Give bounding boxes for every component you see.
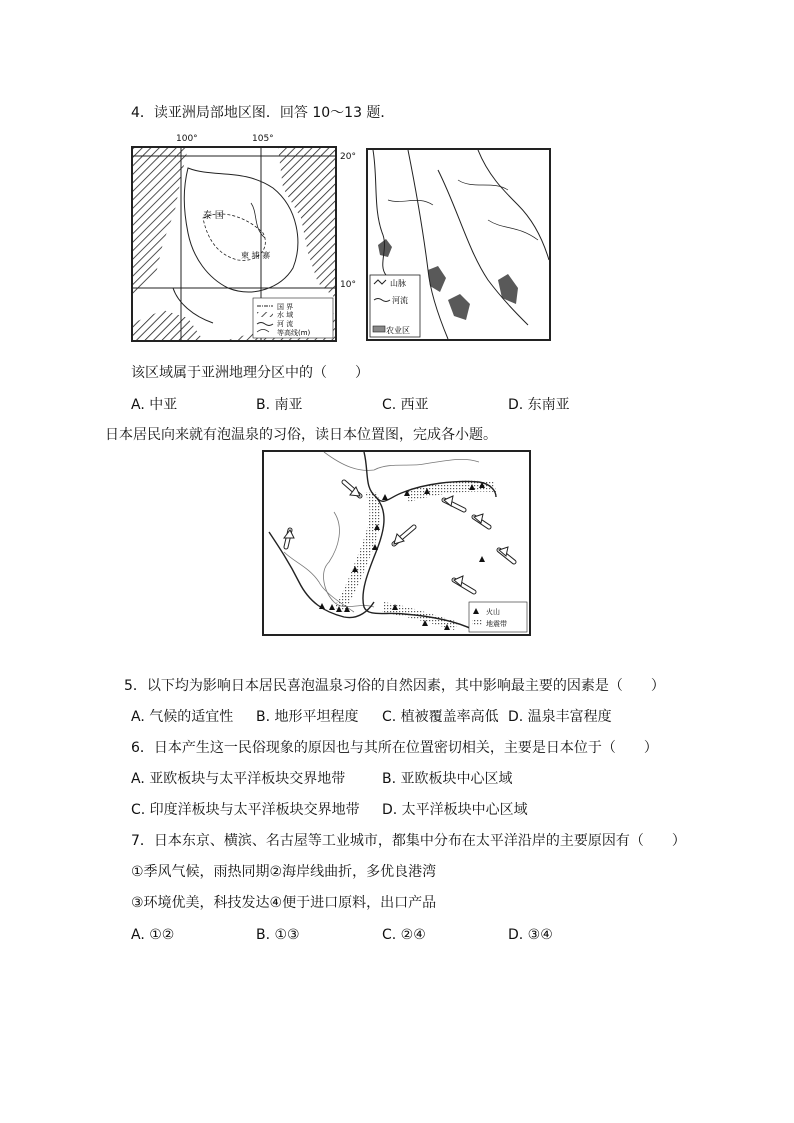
q5-option-b: B. 地形平坦程度	[256, 709, 359, 725]
lon-105-label: 105°	[252, 134, 274, 144]
q6-option-d: D. 太平洋板块中心区域	[382, 802, 528, 818]
japan-map-drawing	[264, 452, 529, 634]
indochina-agriculture-map	[366, 148, 551, 341]
q5-option-d: D. 温泉丰富程度	[508, 709, 612, 725]
q7-option-d: D. ③④	[508, 927, 553, 943]
legend-quake: 地震带	[486, 620, 507, 628]
q4-option-b: B. 南亚	[256, 397, 303, 413]
q7-statement-line1: ①季风气候，雨热同期②海岸线曲折，多优良港湾	[131, 864, 437, 880]
q7-option-a: A. ①②	[131, 927, 175, 943]
lat-10-label: 10°	[340, 280, 356, 290]
q6-option-b: B. 亚欧板块中心区域	[382, 771, 513, 787]
japan-location-map	[262, 450, 531, 636]
legend-water: 水 域	[277, 311, 294, 319]
legend-mountain: 山脉	[390, 279, 406, 288]
japan-intro: 日本居民向来就有泡温泉的习俗，读日本位置图，完成各小题。	[105, 427, 497, 443]
agriculture-map-drawing	[368, 150, 549, 339]
indochina-map-drawing	[133, 148, 335, 340]
q5-option-c: C. 植被覆盖率高低	[382, 709, 499, 725]
q7-stem: 7．日本东京、横滨、名古屋等工业城市，都集中分布在太平洋沿岸的主要原因有（ ）	[131, 833, 686, 849]
cambodia-label: 柬 埔 寨	[241, 251, 271, 260]
legend-agri: 农业区	[386, 326, 410, 335]
lon-100-label: 100°	[176, 134, 198, 144]
q7-statement-line2: ③环境优美，科技发达④便于进口原料，出口产品	[131, 895, 437, 911]
legend-border: 国 界	[277, 303, 294, 311]
q4-option-d: D. 东南亚	[508, 397, 570, 413]
q4-question: 该区域属于亚洲地理分区中的（ ）	[131, 365, 369, 381]
q4-option-a: A. 中亚	[131, 397, 178, 413]
q5-option-a: A. 气候的适宜性	[131, 709, 234, 725]
legend-river2: 河流	[392, 296, 408, 305]
q4-stem: 4．读亚洲局部地区图．回答 10～13 题．	[131, 105, 395, 121]
legend-volcano: 火山	[486, 608, 500, 616]
indochina-map	[131, 146, 337, 342]
q7-option-b: B. ①③	[256, 927, 300, 943]
lat-20-label: 20°	[340, 152, 356, 162]
legend-contour: 等高线(m)	[277, 329, 311, 337]
q6-option-a: A. 亚欧板块与太平洋板块交界地带	[131, 771, 346, 787]
q4-option-c: C. 西亚	[382, 397, 429, 413]
legend-river: 河 流	[277, 320, 294, 328]
q6-option-c: C. 印度洋板块与太平洋板块交界地带	[131, 802, 360, 818]
thailand-label: 泰 国	[203, 211, 224, 221]
q7-option-c: C. ②④	[382, 927, 426, 943]
q6-stem: 6．日本产生这一民俗现象的原因也与其所在位置密切相关，主要是日本位于（ ）	[131, 740, 658, 756]
q5-stem: 5．以下均为影响日本居民喜泡温泉习俗的自然因素，其中影响最主要的因素是（ ）	[124, 678, 665, 694]
